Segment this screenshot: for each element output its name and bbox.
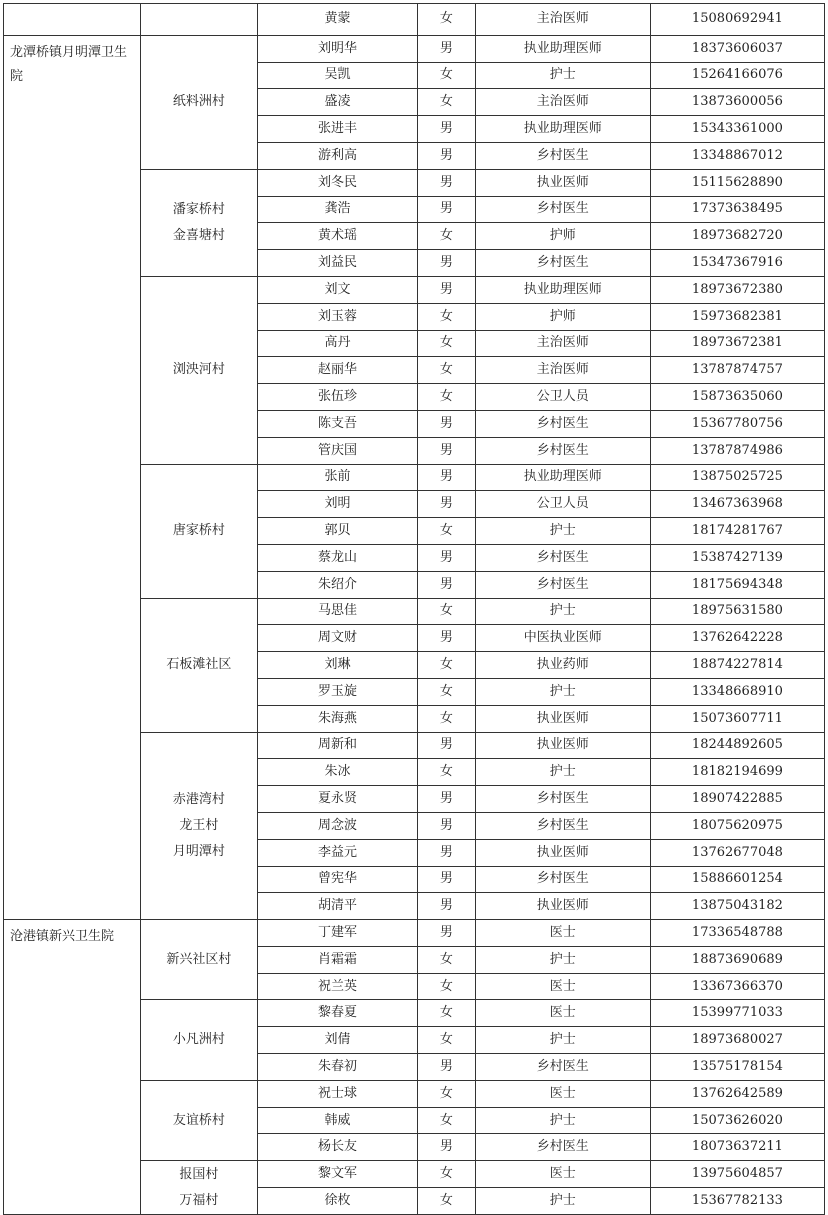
staff-phone-cell: 13875043182 [650,893,824,920]
staff-sex-cell: 女 [418,384,476,411]
staff-sex-cell: 女 [418,4,476,36]
staff-phone-cell: 18873690689 [650,946,824,973]
staff-title-cell: 中医执业医师 [475,625,650,652]
staff-title-cell: 护士 [475,1107,650,1134]
hospital-cell: 龙潭桥镇月明潭卫生院 [4,35,141,919]
staff-title-cell: 乡村医生 [475,196,650,223]
staff-name-cell: 陈支吾 [258,410,418,437]
staff-sex-cell: 男 [418,571,476,598]
staff-name-cell: 刘倩 [258,1027,418,1054]
staff-title-cell: 执业助理医师 [475,464,650,491]
staff-sex-cell: 男 [418,625,476,652]
village-cell [140,276,257,464]
staff-sex-cell: 女 [418,62,476,89]
staff-name-cell: 周文财 [258,625,418,652]
staff-sex-cell: 女 [418,946,476,973]
staff-sex-cell: 女 [418,330,476,357]
staff-phone-cell: 13348668910 [650,678,824,705]
village-name: 龙王村 [179,817,219,833]
staff-title-cell: 执业助理医师 [475,116,650,143]
staff-sex-cell: 男 [418,142,476,169]
village-name: 唐家桥村 [172,523,225,539]
staff-phone-cell: 13575178154 [650,1054,824,1081]
staff-name-cell: 朱绍介 [258,571,418,598]
staff-title-cell: 执业助理医师 [475,276,650,303]
staff-sex-cell: 男 [418,35,476,62]
staff-table-body [4,4,825,1215]
staff-phone-cell: 18973672380 [650,276,824,303]
staff-sex-cell: 男 [418,893,476,920]
staff-phone-cell: 15347367916 [650,250,824,277]
staff-name-cell: 马思佳 [258,598,418,625]
staff-phone-cell: 13787874757 [650,357,824,384]
staff-phone-cell: 13873600056 [650,89,824,116]
staff-title-cell: 乡村医生 [475,142,650,169]
staff-name-cell: 吴凯 [258,62,418,89]
staff-phone-cell: 15973682381 [650,303,824,330]
staff-name-cell: 管庆国 [258,437,418,464]
staff-sex-cell: 男 [418,866,476,893]
staff-name-cell: 刘明华 [258,35,418,62]
staff-phone-cell: 13762642589 [650,1080,824,1107]
staff-title-cell: 乡村医生 [475,1134,650,1161]
staff-phone-cell: 18182194699 [650,759,824,786]
village-name: 新兴社区村 [166,951,232,967]
staff-sex-cell: 男 [418,1054,476,1081]
staff-name-cell: 刘文 [258,276,418,303]
village-name: 赤港湾村 [172,791,225,807]
staff-sex-cell: 男 [418,786,476,813]
staff-title-cell: 乡村医生 [475,544,650,571]
staff-phone-cell: 18373606037 [650,35,824,62]
village-name: 石板滩社区 [166,657,232,673]
staff-name-cell: 朱冰 [258,759,418,786]
staff-title-cell: 护士 [475,518,650,545]
staff-phone-cell: 15115628890 [650,169,824,196]
staff-sex-cell: 女 [418,1080,476,1107]
village-name: 潘家桥村 [172,201,225,217]
staff-title-cell: 执业医师 [475,705,650,732]
staff-phone-cell: 15367782133 [650,1188,824,1215]
village-name: 月明潭村 [172,843,225,859]
staff-sex-cell: 男 [418,250,476,277]
staff-name-cell: 张伍珍 [258,384,418,411]
staff-sex-cell: 女 [418,518,476,545]
staff-phone-cell: 15080692941 [650,4,824,36]
staff-title-cell: 乡村医生 [475,812,650,839]
staff-sex-cell: 女 [418,678,476,705]
table-row [4,4,825,36]
staff-sex-cell: 男 [418,276,476,303]
staff-sex-cell: 女 [418,652,476,679]
staff-title-cell: 护师 [475,303,650,330]
staff-sex-cell: 女 [418,1027,476,1054]
village-cell [140,169,257,276]
staff-name-cell: 罗玉旋 [258,678,418,705]
staff-sex-cell: 男 [418,491,476,518]
staff-phone-cell: 15399771033 [650,1000,824,1027]
staff-phone-cell: 17336548788 [650,920,824,947]
staff-phone-cell: 13762677048 [650,839,824,866]
staff-title-cell: 公卫人员 [475,384,650,411]
staff-name-cell: 丁建军 [258,920,418,947]
village-cell [140,1161,257,1215]
village-name: 万福村 [179,1192,219,1208]
staff-title-cell: 执业医师 [475,839,650,866]
staff-title-cell: 护士 [475,1027,650,1054]
staff-title-cell: 护士 [475,1188,650,1215]
table-row [4,35,825,62]
staff-name-cell: 蔡龙山 [258,544,418,571]
staff-name-cell: 黄术瑶 [258,223,418,250]
village-cell [140,1080,257,1160]
staff-phone-cell: 18973672381 [650,330,824,357]
staff-phone-cell: 15367780756 [650,410,824,437]
staff-title-cell: 执业药师 [475,652,650,679]
staff-name-cell: 李益元 [258,839,418,866]
staff-title-cell: 执业医师 [475,732,650,759]
staff-phone-cell: 18973680027 [650,1027,824,1054]
staff-title-cell: 医士 [475,1080,650,1107]
staff-phone-cell: 15264166076 [650,62,824,89]
staff-sex-cell: 男 [418,196,476,223]
staff-phone-cell: 18073637211 [650,1134,824,1161]
staff-sex-cell: 男 [418,169,476,196]
staff-phone-cell: 15343361000 [650,116,824,143]
staff-phone-cell: 15387427139 [650,544,824,571]
staff-sex-cell: 男 [418,812,476,839]
staff-phone-cell: 13875025725 [650,464,824,491]
staff-title-cell: 护士 [475,946,650,973]
staff-name-cell: 黎春夏 [258,1000,418,1027]
staff-title-cell: 执业助理医师 [475,35,650,62]
staff-title-cell: 乡村医生 [475,1054,650,1081]
staff-sex-cell: 男 [418,116,476,143]
village-cell [140,1000,257,1080]
staff-title-cell: 执业医师 [475,169,650,196]
village-cell [140,35,257,169]
staff-title-cell: 公卫人员 [475,491,650,518]
staff-name-cell: 刘冬民 [258,169,418,196]
village-name: 浏泱河村 [172,362,225,378]
staff-name-cell: 肖霜霜 [258,946,418,973]
staff-title-cell: 医士 [475,1000,650,1027]
staff-sex-cell: 女 [418,89,476,116]
village-name: 报国村 [179,1166,219,1182]
staff-title-cell: 乡村医生 [475,786,650,813]
staff-name-cell: 盛凌 [258,89,418,116]
staff-name-cell: 赵丽华 [258,357,418,384]
staff-title-cell: 医士 [475,920,650,947]
staff-title-cell: 执业医师 [475,893,650,920]
staff-sex-cell: 男 [418,1134,476,1161]
staff-phone-cell: 18874227814 [650,652,824,679]
staff-phone-cell: 13348867012 [650,142,824,169]
staff-phone-cell: 13787874986 [650,437,824,464]
village-name: 金喜塘村 [172,227,225,243]
staff-phone-cell: 15886601254 [650,866,824,893]
staff-name-cell: 朱海燕 [258,705,418,732]
staff-sex-cell: 女 [418,759,476,786]
staff-title-cell: 乡村医生 [475,437,650,464]
table-row [4,920,825,947]
staff-title-cell: 护士 [475,62,650,89]
staff-sex-cell: 女 [418,973,476,1000]
staff-name-cell: 张进丰 [258,116,418,143]
staff-title-cell: 主治医师 [475,357,650,384]
staff-name-cell: 杨长友 [258,1134,418,1161]
staff-phone-cell: 18075620975 [650,812,824,839]
staff-name-cell: 祝士球 [258,1080,418,1107]
staff-phone-cell: 15073626020 [650,1107,824,1134]
staff-name-cell: 祝兰英 [258,973,418,1000]
village-cell [140,920,257,1000]
staff-phone-cell: 18975631580 [650,598,824,625]
staff-title-cell: 主治医师 [475,89,650,116]
staff-table [3,3,825,1215]
staff-name-cell: 刘琳 [258,652,418,679]
staff-title-cell: 护士 [475,759,650,786]
staff-phone-cell: 13367366370 [650,973,824,1000]
staff-phone-cell: 18244892605 [650,732,824,759]
hospital-cell: 沧港镇新兴卫生院 [4,920,141,1215]
staff-sex-cell: 女 [418,223,476,250]
staff-sex-cell: 男 [418,464,476,491]
staff-name-cell: 龚浩 [258,196,418,223]
staff-title-cell: 护士 [475,678,650,705]
staff-sex-cell: 女 [418,1107,476,1134]
staff-sex-cell: 男 [418,437,476,464]
staff-sex-cell: 女 [418,1161,476,1188]
staff-name-cell: 韩威 [258,1107,418,1134]
staff-phone-cell: 15073607711 [650,705,824,732]
staff-title-cell: 乡村医生 [475,866,650,893]
staff-name-cell: 游利高 [258,142,418,169]
village-cell [140,732,257,920]
staff-name-cell: 徐枚 [258,1188,418,1215]
staff-name-cell: 周新和 [258,732,418,759]
staff-title-cell: 护师 [475,223,650,250]
staff-name-cell: 胡清平 [258,893,418,920]
staff-name-cell: 刘明 [258,491,418,518]
staff-title-cell: 主治医师 [475,330,650,357]
staff-phone-cell: 13975604857 [650,1161,824,1188]
staff-name-cell: 黎文军 [258,1161,418,1188]
staff-title-cell: 乡村医生 [475,410,650,437]
staff-sex-cell: 女 [418,1000,476,1027]
staff-name-cell: 周念波 [258,812,418,839]
hospital-cell [4,4,141,36]
staff-sex-cell: 男 [418,920,476,947]
staff-phone-cell: 18175694348 [650,571,824,598]
staff-title-cell: 医士 [475,1161,650,1188]
staff-sex-cell: 女 [418,598,476,625]
village-name: 小凡洲村 [172,1032,225,1048]
staff-sex-cell: 男 [418,732,476,759]
staff-name-cell: 郭贝 [258,518,418,545]
staff-phone-cell: 17373638495 [650,196,824,223]
village-name: 友谊桥村 [172,1112,225,1128]
staff-title-cell: 乡村医生 [475,250,650,277]
village-name: 纸料洲村 [172,94,225,110]
staff-name-cell: 刘玉蓉 [258,303,418,330]
staff-title-cell: 医士 [475,973,650,1000]
staff-sex-cell: 女 [418,357,476,384]
staff-name-cell: 曾宪华 [258,866,418,893]
staff-sex-cell: 女 [418,1188,476,1215]
staff-name-cell: 张前 [258,464,418,491]
staff-name-cell: 黄蒙 [258,4,418,36]
staff-phone-cell: 18973682720 [650,223,824,250]
staff-phone-cell: 13467363968 [650,491,824,518]
staff-name-cell: 高丹 [258,330,418,357]
staff-phone-cell: 18907422885 [650,786,824,813]
staff-name-cell: 刘益民 [258,250,418,277]
staff-sex-cell: 男 [418,839,476,866]
staff-title-cell: 主治医师 [475,4,650,36]
staff-phone-cell: 13762642228 [650,625,824,652]
staff-sex-cell: 女 [418,705,476,732]
staff-phone-cell: 18174281767 [650,518,824,545]
staff-title-cell: 护士 [475,598,650,625]
staff-sex-cell: 女 [418,303,476,330]
staff-sex-cell: 男 [418,410,476,437]
village-cell [140,4,257,36]
staff-phone-cell: 15873635060 [650,384,824,411]
staff-name-cell: 夏永贤 [258,786,418,813]
village-cell [140,464,257,598]
staff-name-cell: 朱春初 [258,1054,418,1081]
village-cell [140,598,257,732]
staff-sex-cell: 男 [418,544,476,571]
staff-title-cell: 乡村医生 [475,571,650,598]
